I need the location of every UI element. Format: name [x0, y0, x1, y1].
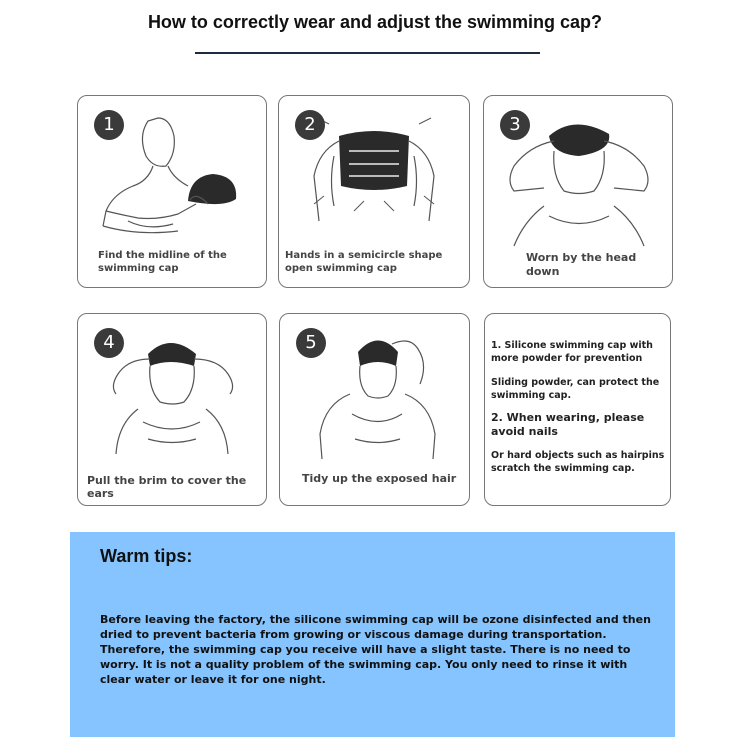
step-2-caption-line1: Hands in a semicircle shape: [285, 250, 443, 261]
step-3-caption-line1: Worn by the head: [526, 251, 637, 264]
page-title: How to correctly wear and adjust the swimming cap?: [147, 12, 603, 32]
warm-tips-body: Before leaving the factory, the silicone swimming cap will be ozone disinfected and then dried to prevent bacteria from growing or viscous damage during transportation. Therefore, the swimming cap you receive will have a slight taste. There is no need to worry. It is not a quality problem of the swimming cap. You only need to rinse it with clear water or leave it for one night.: [100, 613, 651, 686]
swim-cap-shape: [339, 131, 409, 190]
swim-cap-shape: [549, 124, 609, 156]
warm-tips-title: Warm tips:: [100, 546, 193, 566]
warm-tips-panel: [70, 532, 675, 737]
step-card-5: [279, 313, 470, 506]
step-card-1: [77, 95, 267, 288]
step-1-caption-line2: swimming cap: [98, 263, 179, 274]
tip-2-detail: Or hard objects such as hairpins scratch the swimming cap.: [491, 450, 665, 474]
step-1-caption-line1: Find the midline of the: [98, 250, 227, 261]
swim-cap-shape: [188, 174, 236, 204]
step-card-3: [483, 95, 673, 288]
step-2-caption-line2: open swimming cap: [285, 263, 397, 274]
step-4-caption: Pull the brim to cover the ears: [87, 474, 247, 500]
swim-cap-shape: [358, 341, 398, 367]
title-underline: [195, 52, 540, 54]
swim-cap-shape: [148, 343, 196, 366]
step-3-caption-line2: down: [526, 265, 560, 278]
step-number-badge: 5: [296, 328, 326, 358]
precautions-box: [484, 313, 671, 506]
step-number-badge: 3: [500, 110, 530, 140]
step-card-4: [77, 313, 267, 506]
step-number-badge: 2: [295, 110, 325, 140]
step-card-2: [278, 95, 470, 288]
step-number-badge: 4: [94, 328, 124, 358]
tip-1-heading: 1. Silicone swimming cap with more powder for prevention: [491, 340, 653, 364]
tip-1-detail: Sliding powder, can protect the swimming cap.: [491, 377, 660, 401]
tip-2-heading: 2. When wearing, please avoid nails: [491, 411, 645, 438]
step-number-badge: 1: [94, 110, 124, 140]
step-5-caption: Tidy up the exposed hair: [302, 472, 457, 485]
